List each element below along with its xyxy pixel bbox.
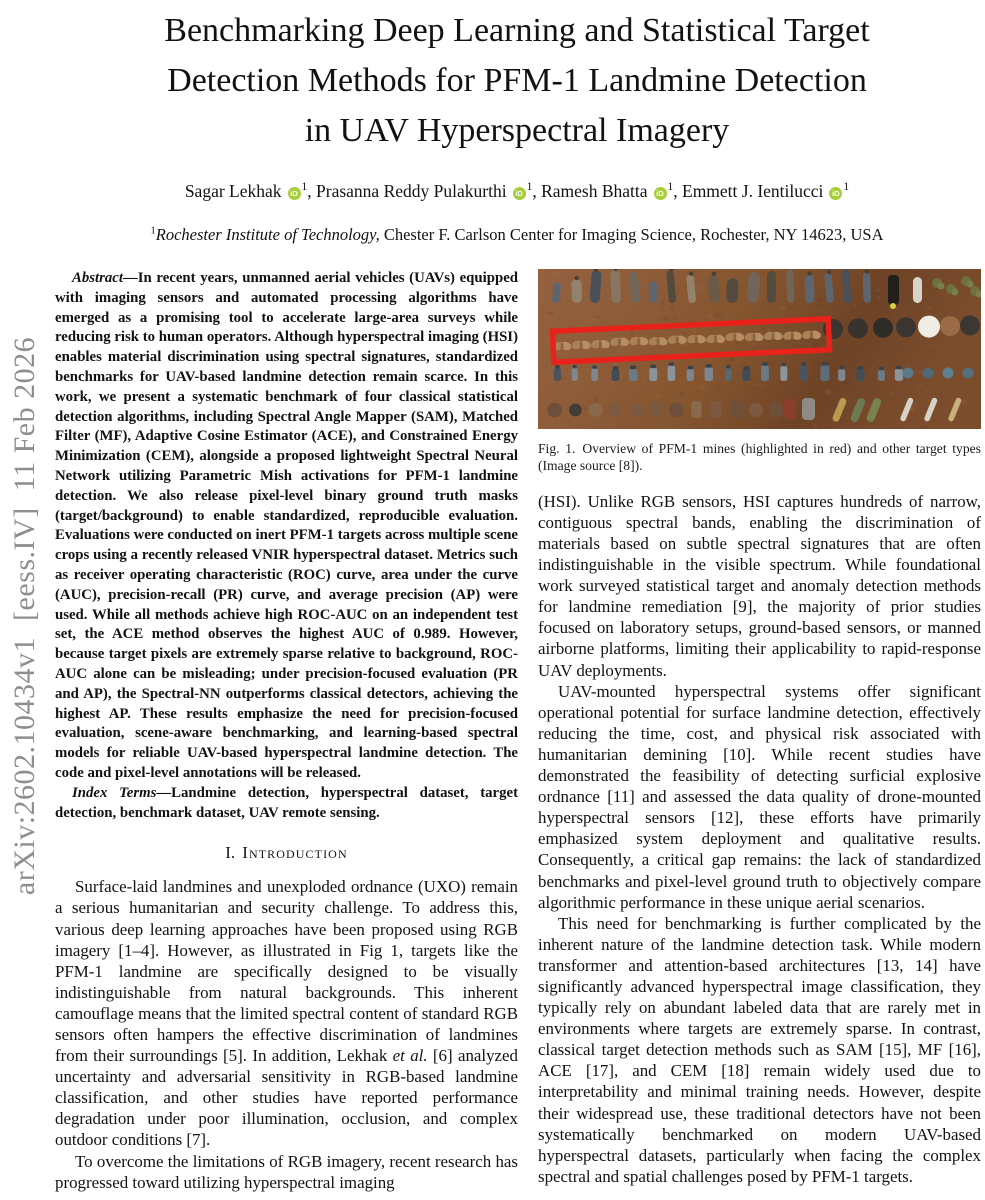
intro-paragraph-4: UAV-mounted hyperspectral systems offer significant operational potential for surface landmine detection, effectively reducing the time, cost, and physical risk associated with humanitarian demining [10]. While recent studies have demonstrated the feasibility of detecting surficial explosive ordnance [11] and assessed the data quality of drone-mounted hyperspectral sensors [12], these efforts have primarily emphasized system deployment and qualitative results. Consequently, a critical gap remains: the lack of standardized benchmarks and pixel-level ground truth to objectively compare algorithmic performance in these unique aerial scenarios. xyxy=(538,681,981,912)
author-line: Sagar Lekhak $iD^1$, Prasanna Reddy Pulakurthi $iD^1$, Ramesh Bhatta $iD^1$, Emmett J. Ientilucci $iD^1$ xyxy=(184,181,850,201)
author-affiliation-superscript: 1 xyxy=(667,181,674,194)
affiliation-superscript: 1 xyxy=(150,225,156,237)
paper-title xyxy=(55,6,979,156)
orcid-icon: iD xyxy=(288,187,301,200)
section-number: I. xyxy=(225,843,236,863)
index-terms-label: Index Terms— xyxy=(72,784,172,801)
title-line-2: Detection Methods for PFM-1 Landmine Detection xyxy=(167,62,867,99)
orcid-icon: iD xyxy=(829,187,842,200)
affiliation-rest: Chester F. Carlson Center for Imaging Science, Rochester, NY 14623, USA xyxy=(379,225,884,244)
paper-header xyxy=(55,0,979,245)
section-title: Introduction xyxy=(242,843,348,863)
arxiv-banner: arXiv:2602.10434v1 [eess.IV] 11 Feb 2026 xyxy=(8,336,41,896)
abstract-paragraph xyxy=(55,269,518,784)
intro-paragraph-5: This need for benchmarking is further complicated by the inherent nature of the landmine detection task. While modern transformer and attention-based architectures [13, 14] have significantly advanced hyperspectral image classification, they typically rely on abundant labeled data that are rarely met in environments where targets are extremely sparse. In contrast, classical target detection methods such as SAM [15], MF [16], ACE [17], and CEM [18] remain widely used due to interpretability and minimal training needs. However, despite their widespread use, these traditional detectors have not been systematically benchmarked on modern UAV-based hyperspectral datasets, particularly when facing the complex spectral and spatial challenges posed by PFM-1 targets. xyxy=(538,913,981,1186)
author-affiliation-superscript: 1 xyxy=(301,181,308,194)
author xyxy=(316,181,532,201)
author-affiliation-superscript: 1 xyxy=(843,181,850,194)
author xyxy=(682,181,849,201)
author xyxy=(185,181,307,201)
orcid-icon: iD xyxy=(513,187,526,200)
left-column xyxy=(55,269,518,1193)
figure-1-caption xyxy=(538,440,981,475)
affiliation-institution: Rochester Institute of Technology, xyxy=(155,225,380,244)
abstract-label: Abstract— xyxy=(72,270,138,286)
index-terms-paragraph xyxy=(55,784,518,824)
intro-paragraph-1: Surface-laid landmines and unexploded ordnance (UXO) remain a serious humanitarian and security challenge. To address this, various deep learning approaches have been proposed using RGB imagery [1–4]. However, as illustrated in Fig 1, targets like the PFM-1 landmine are specifically designed to be visually indistinguishable from natural backgrounds. This inherent camouflage means that the limited spectral content of standard RGB sensors often hampers the effective discrimination of landmines from their surroundings [5]. In addition, Lekhak et al. [6] analyzed uncertainty and adversarial sensitivity in RGB-based landmine classification, and other studies have reported performance degradation under poor illumination, occlusion, and complex outdoor conditions [7]. xyxy=(55,877,518,1150)
abstract-text: In recent years, unmanned aerial vehicles (UAVs) equipped with imaging sensors and automated processing algorithms have emerged as a promising tool to accelerate large-area surveys while reducing risk to human operators. Although hyperspectral imaging (HSI) enables material discrimination using spectral signatures, standardized benchmarks for UAV-based landmine detection remain scarce. In this work, we present a systematic benchmark of four classical statistical detection algorithms, including Spectral Angle Mapper (SAM), Matched Filter (MF), Adaptive Cosine Estimator (ACE), and Constrained Energy Minimization (CEM), alongside a proposed lightweight Spectral Neural Network utilizing Parametric Mish activations for PFM-1 landmine detection. We also release pixel-level binary ground truth masks (target/background) to enable standardized, reproducible evaluation. Evaluations were conducted on inert PFM-1 targets across multiple scene crops using a recently released VNIR hyperspectral dataset. Metrics such as receiver operating characteristic (ROC) curve, area under the curve (AUC), precision-recall (PR) curve, and average precision (AP) were used. While all methods achieve high ROC-AUC on an independent test set, the ACE method observes the highest AUC of 0.989. However, because target pixels are extremely sparse relative to background, ROC-AUC alone can be misleading; under precision-focused evaluation (PR and AP), the Spectral-NN outperforms classical detectors, achieving the highest AP. These results emphasize the need for precision-focused evaluation, scene-aware benchmarking, and learning-based spectral models for reliable UAV-based hyperspectral landmine detection. The code and pixel-level annotations will be released. xyxy=(55,270,518,781)
index-terms-text: Landmine detection, hyperspectral dataset, target detection, benchmark dataset, UAV remote sensing. xyxy=(55,784,518,821)
intro-paragraph-2: To overcome the limitations of RGB imagery, recent research has progressed toward utilizing hyperspectral imaging xyxy=(55,1151,518,1192)
author-affiliation-superscript: 1 xyxy=(526,181,533,194)
figure-1-label: Fig. 1. xyxy=(538,441,576,456)
figure-1-caption-text: Overview of PFM-1 mines (highlighted in red) and other target types (Image source [8]). xyxy=(538,441,981,474)
title-line-1: Benchmarking Deep Learning and Statistical Target xyxy=(164,12,870,49)
affiliation-line xyxy=(55,225,979,245)
title-line-3: in UAV Hyperspectral Imagery xyxy=(304,112,730,149)
section-heading-introduction xyxy=(55,843,518,863)
author-name: Sagar Lekhak xyxy=(184,181,282,201)
author-name: Ramesh Bhatta xyxy=(541,181,648,201)
right-column xyxy=(538,269,981,1193)
orcid-icon: iD xyxy=(654,187,667,200)
figure-1 xyxy=(538,269,981,475)
intro-paragraph-3: (HSI). Unlike RGB sensors, HSI captures hundreds of narrow, contiguous spectral bands, enabling the discrimination of materials based on subtle spectral signatures that are often indistinguishable in the visible spectrum. While foundational work surveyed statistical target and anomaly detection methods for landmine remediation [9], the majority of prior studies focused on laboratory setups, ground-based sensors, or manned airborne platforms, limiting their applicability to rapid-response UAV deployments. xyxy=(538,491,981,680)
author-name: Emmett J. Ientilucci xyxy=(682,181,824,201)
author xyxy=(541,181,673,201)
figure-1-image xyxy=(538,269,981,429)
author-name: Prasanna Reddy Pulakurthi xyxy=(316,181,507,201)
two-column-body xyxy=(55,269,981,1193)
